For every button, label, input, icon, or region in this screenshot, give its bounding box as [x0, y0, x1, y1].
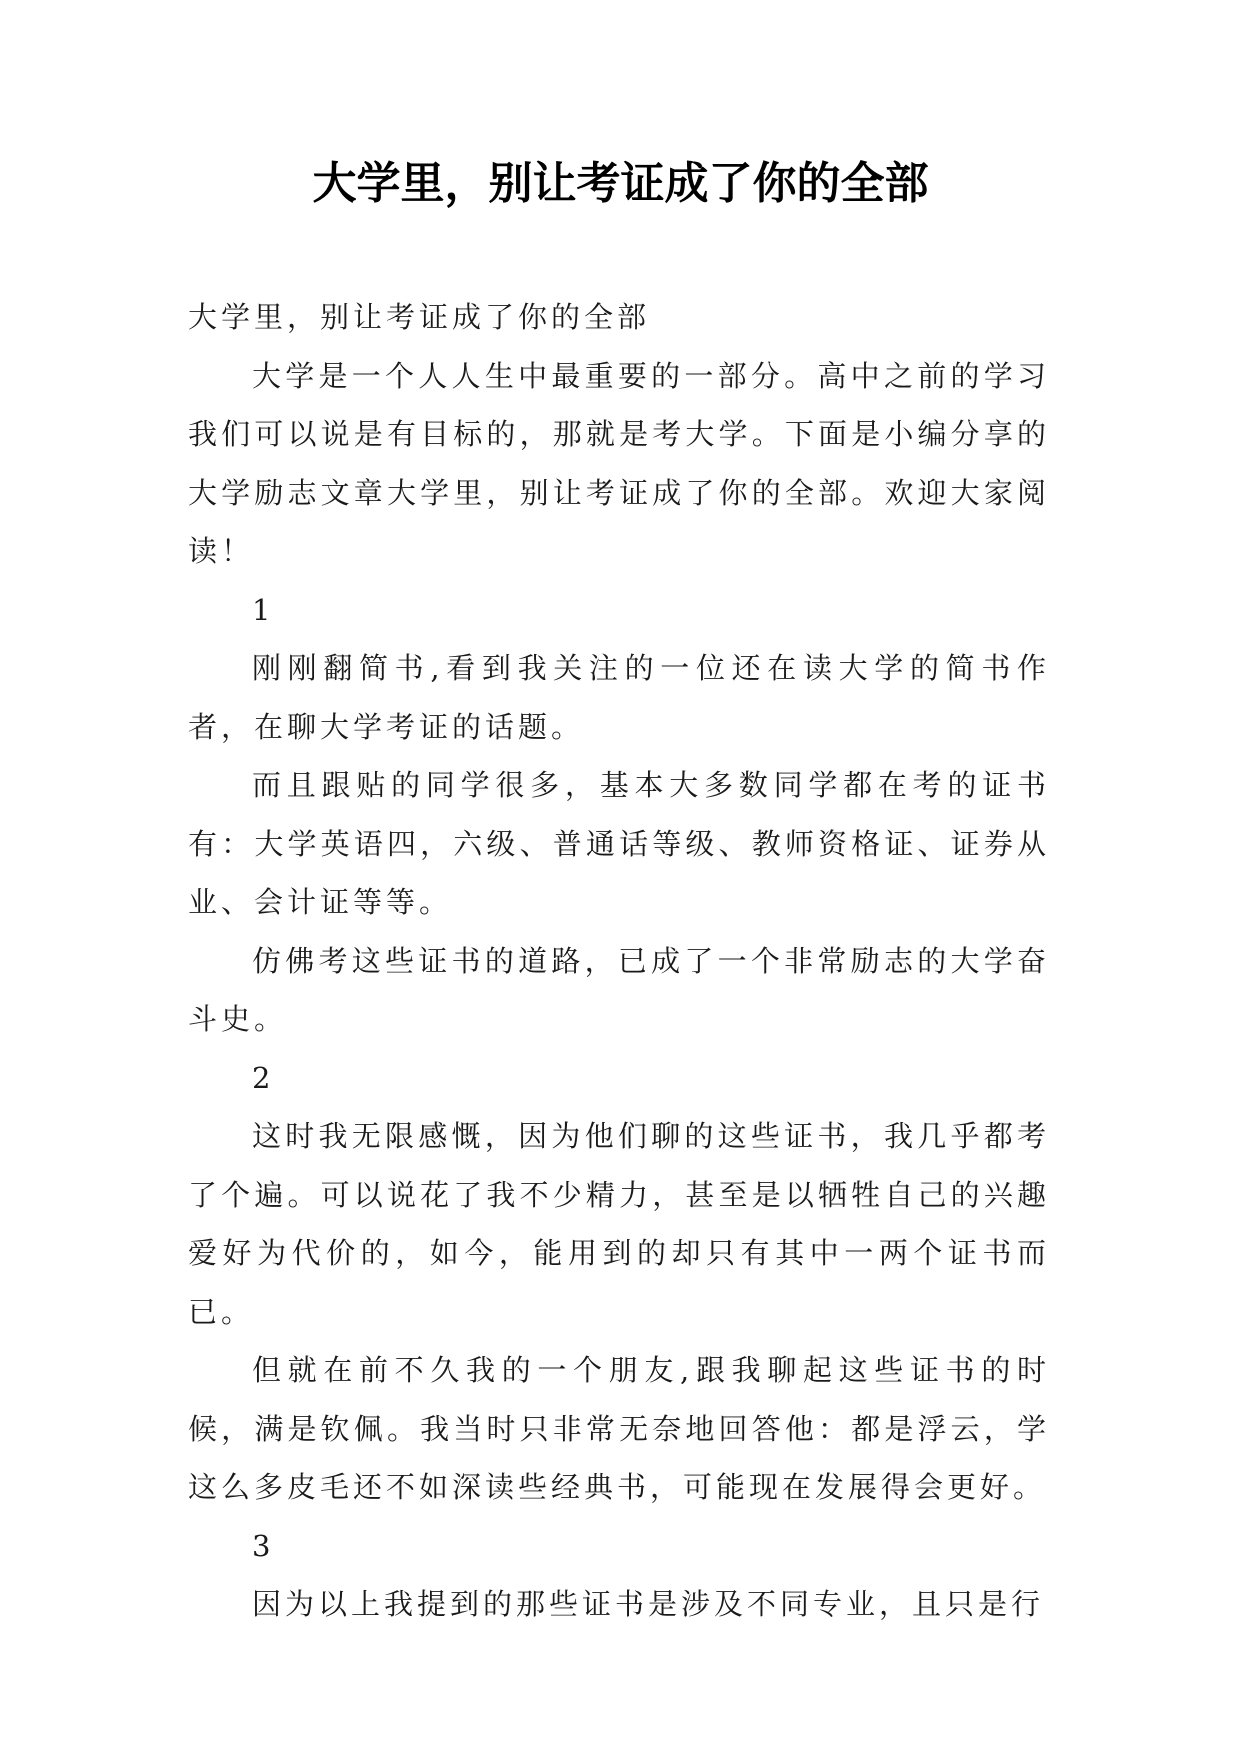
section-number: 1: [252, 592, 275, 627]
subtitle-paragraph: 大学里，别让考证成了你的全部: [188, 300, 651, 334]
body-paragraph: 但就在前不久我的一个朋友,跟我聊起这些证书的时候，满是钦佩。我当时只非常无奈地回答他：都是浮云，学这么多皮毛还不如深读些经典书，可能现在发展得会更好。: [188, 1353, 1050, 1504]
intro-paragraph: 大学是一个人人生中最重要的一部分。高中之前的学习我们可以说是有目标的，那就是考大学。下面是小编分享的大学励志文章大学里，别让考证成了你的全部。欢迎大家阅读！: [188, 358, 1050, 568]
body-paragraph: 仿佛考这些证书的道路，已成了一个非常励志的大学奋斗史。: [188, 943, 1050, 1036]
document-title: 大学里，别让考证成了你的全部: [312, 158, 929, 209]
body-paragraph: 因为以上我提到的那些证书是涉及不同专业，且只是行: [252, 1587, 1045, 1621]
section-number: 3: [252, 1528, 275, 1563]
section-number: 2: [252, 1060, 275, 1095]
document-body: [188, 288, 1050, 1634]
body-paragraph: 刚刚翻简书,看到我关注的一位还在读大学的简书作者，在聊大学考证的话题。: [188, 651, 1050, 744]
body-paragraph: 这时我无限感慨，因为他们聊的这些证书，我几乎都考了个遍。可以说花了我不少精力，甚至是以牺牲自己的兴趣爱好为代价的，如今，能用到的却只有其中一两个证书而已。: [188, 1119, 1050, 1329]
body-paragraph: 而且跟贴的同学很多，基本大多数同学都在考的证书有：大学英语四，六级、普通话等级、教师资格证、证券从业、会计证等等。: [188, 768, 1050, 919]
